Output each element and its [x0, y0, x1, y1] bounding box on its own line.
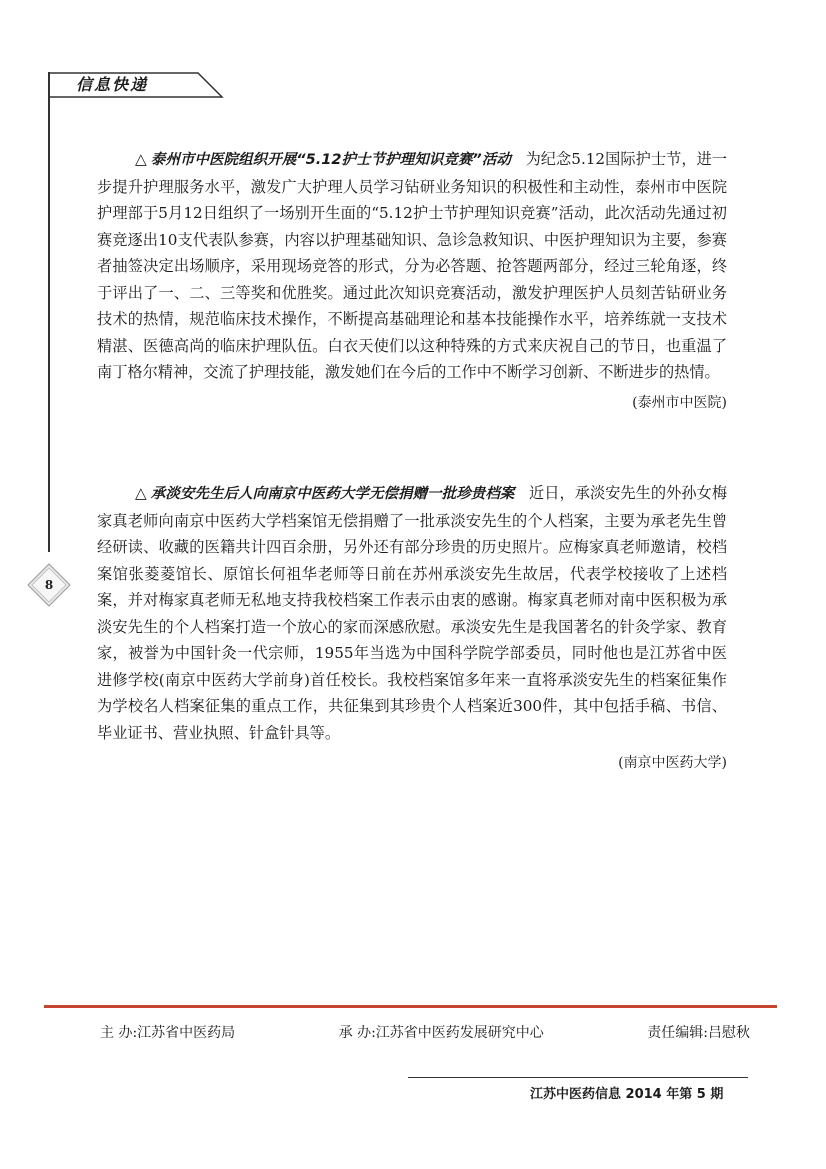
footer-organizer: 承 办:江苏省中医药发展研究中心: [338, 1025, 544, 1041]
news-item: [97, 480, 727, 777]
section-title: 信息快递: [76, 75, 149, 94]
news-source: (南京中医药大学): [618, 755, 727, 771]
news-headline: 承淡安先生后人向南京中医药大学无偿捐赠一批珍贵档案: [150, 486, 515, 502]
journal-issue: 江苏中医药信息 2014 年第 5 期: [530, 1087, 724, 1102]
page-number: 8: [44, 578, 54, 592]
footer-divider: [44, 1005, 777, 1008]
footer-sponsor: 主 办:江苏省中医药局: [100, 1025, 236, 1041]
footer-editor: 责任编辑:吕慰秋: [647, 1025, 750, 1041]
triangle-marker: △: [135, 150, 147, 168]
triangle-marker: △: [135, 484, 147, 502]
footer-credits: [100, 1022, 750, 1042]
news-body: 近日，承淡安先生的外孙女梅家真老师向南京中医药大学档案馆无偿捐赠了一批承淡安先生的个人档案，主要为承老先生曾经研读、收藏的医籍共计四百余册，另外还有部分珍贵的历史照片。应梅家真老师邀请，校档案馆张菱菱馆长、原馆长何祖华老师等日前在苏州承淡安先生故居，代表学校接收了上述档案，并对梅家真老师无私地支持我校档案工作表示由衷的感谢。梅家真老师对南中医积极为承淡安先生的个人档案打造一个放心的家而深感欣慰。承淡安先生是我国著名的针灸学家、教育家，被誉为中国针灸一代宗师，1955年当选为中国科学院学部委员，同时他也是江苏省中医进修学校(南京中医药大学前身)首任校长。我校档案馆多年来一直将承淡安先生的档案征集作为学校名人档案征集的重点工作，共征集到其珍贵个人档案近300件，其中包括手稿、书信、毕业证书、营业执照、针盒针具等。: [97, 484, 728, 742]
frame-line: [48, 72, 50, 552]
news-item: [97, 146, 727, 416]
news-headline: 泰州市中医院组织开展“5.12护士节护理知识竞赛”活动: [150, 152, 511, 168]
news-body: 为纪念5.12国际护士节，进一步提升护理服务水平，激发广大护理人员学习钻研业务知识的积极性和主动性，泰州市中医院护理部于5月12日组织了一场别开生面的“5.12护士节护理知识竞赛”活动，此次活动先通过初赛竞逐出10支代表队参赛，内容以护理基础知识、急诊急救知识、中医护理知识为主要，参赛者抽签决定出场顺序，采用现场竞答的形式，分为必答题、抢答题两部分，经过三轮角逐，终于评出了一、二、三等奖和优胜奖。通过此次知识竞赛活动，激发护理医护人员刻苦钻研业务技术的热情，规范临床技术操作，不断提高基础理论和基本技能操作水平，培养练就一支技术精湛、医德高尚的临床护理队伍。白衣天使们以这种特殊的方式来庆祝自己的节日，也重温了南丁格尔精神，交流了护理技能，激发她们在今后的工作中不断学习创新、不断进步的热情。: [97, 150, 728, 381]
footer-journal-rule: [408, 1077, 748, 1078]
news-source: (泰州市中医院): [632, 394, 727, 411]
